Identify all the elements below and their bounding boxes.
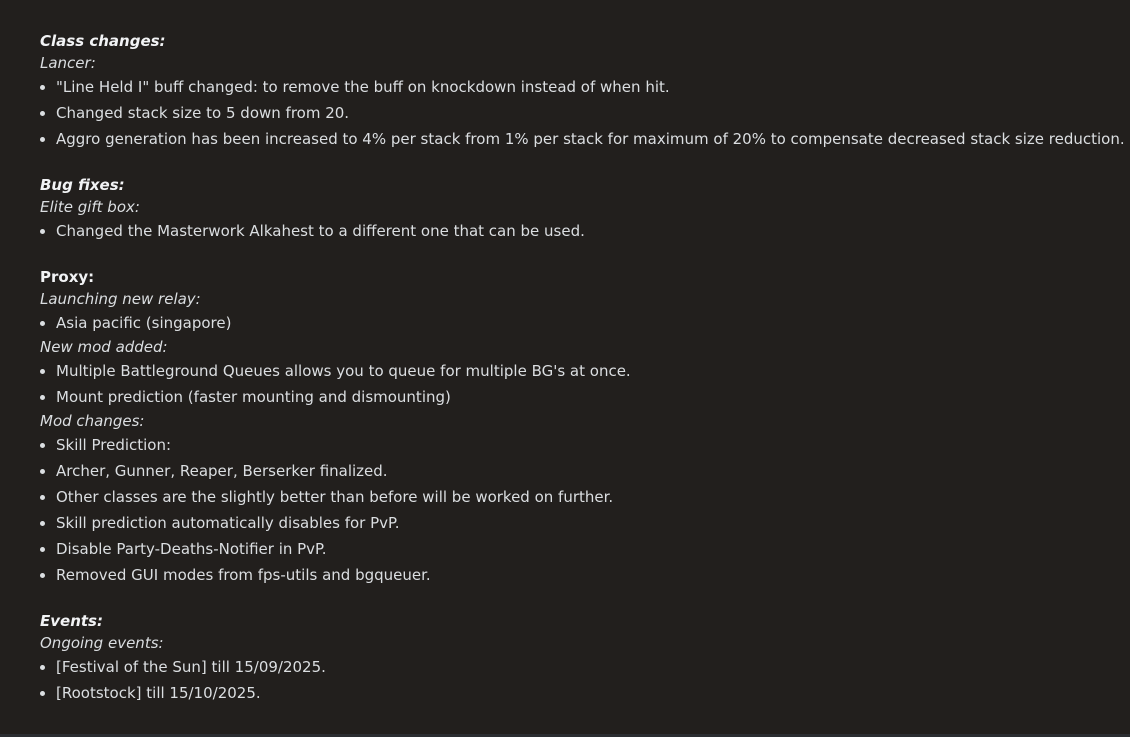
- bullet-list: [40, 310, 1115, 336]
- list-item: Changed stack size to 5 down from 20.: [40, 100, 1115, 126]
- section-heading: Class changes:: [40, 32, 166, 50]
- list-item: Removed GUI modes from fps-utils and bgqueuer.: [40, 562, 1115, 588]
- list-item: Multiple Battleground Queues allows you to queue for multiple BG's at once.: [40, 358, 1115, 384]
- list-item: Archer, Gunner, Reaper, Berserker finalized.: [40, 458, 1115, 484]
- section-class-changes: [40, 30, 1125, 152]
- section-heading: Proxy:: [40, 268, 95, 286]
- list-item: Skill prediction automatically disables for PvP.: [40, 510, 1115, 536]
- section-proxy: [40, 266, 1115, 588]
- patch-notes-message: [40, 30, 1125, 728]
- list-item: Aggro generation has been increased to 4% per stack from 1% per stack for maximum of 20% to compensate decreased stack size reduction.: [40, 126, 1115, 152]
- subsection-label: Mod changes:: [40, 412, 145, 430]
- bullet-list: [40, 432, 1115, 588]
- list-item: Changed the Masterwork Alkahest to a different one that can be used.: [40, 218, 1115, 244]
- section-bug-fixes: [40, 174, 1115, 244]
- list-item: Mount prediction (faster mounting and dismounting): [40, 384, 1115, 410]
- bullet-list: [40, 358, 1115, 410]
- section-events: [40, 610, 1115, 706]
- subsection-label: New mod added:: [40, 338, 168, 356]
- subsection-label: Lancer:: [40, 54, 96, 72]
- bullet-list: [40, 654, 1115, 706]
- list-item: Asia pacific (singapore): [40, 310, 1115, 336]
- subsection-label: Ongoing events:: [40, 634, 164, 652]
- list-item: "Line Held I" buff changed: to remove the buff on knockdown instead of when hit.: [40, 74, 1115, 100]
- list-item: Skill Prediction:: [40, 432, 1115, 458]
- bullet-list: [40, 218, 1115, 244]
- subsection-label: Elite gift box:: [40, 198, 140, 216]
- subsection-label: Launching new relay:: [40, 290, 201, 308]
- section-heading: Bug fixes:: [40, 176, 125, 194]
- section-heading: Events:: [40, 612, 103, 630]
- list-item: [Rootstock] till 15/10/2025.: [40, 680, 1115, 706]
- list-item: Other classes are the slightly better than before will be worked on further.: [40, 484, 1115, 510]
- bullet-list: [40, 74, 1125, 152]
- list-item: [Festival of the Sun] till 15/09/2025.: [40, 654, 1115, 680]
- list-item: Disable Party-Deaths-Notifier in PvP.: [40, 536, 1115, 562]
